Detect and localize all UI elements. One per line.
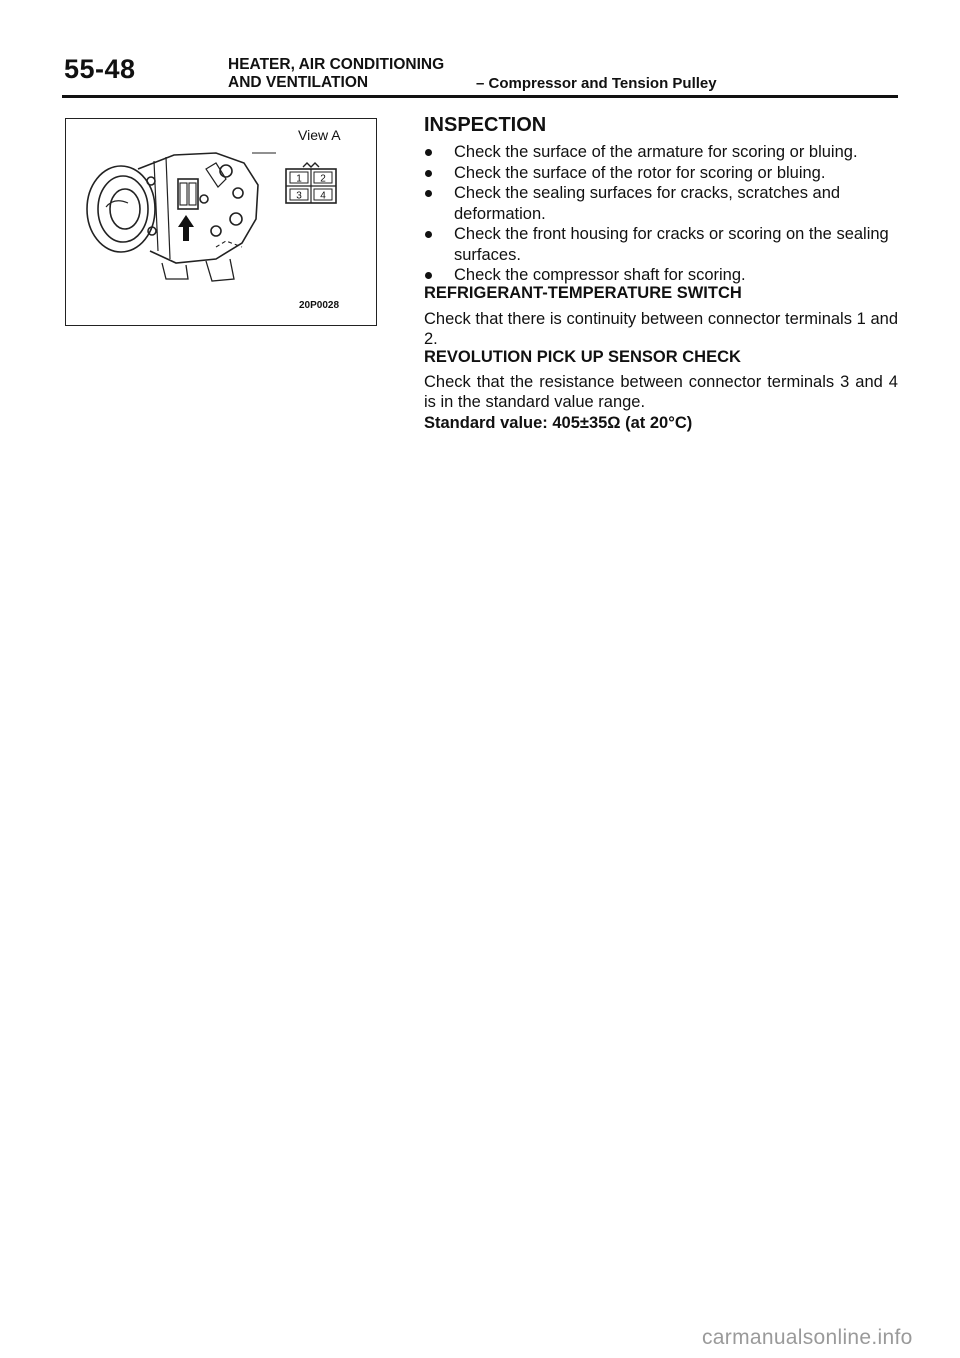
terminal-4-label: 4 bbox=[320, 190, 326, 202]
terminal-2-label: 2 bbox=[320, 173, 326, 185]
standard-value: Standard value: 405±35Ω (at 20°C) bbox=[424, 414, 693, 432]
inspection-item-armature: Check the surface of the armature for scoring or bluing. bbox=[424, 142, 898, 163]
page-number: 55-48 bbox=[64, 54, 136, 84]
figure-code: 20P0028 bbox=[299, 300, 340, 311]
pulley-outer bbox=[87, 166, 155, 252]
terminal-3-label: 3 bbox=[296, 190, 302, 202]
revolution-sensor-heading: REVOLUTION PICK UP SENSOR CHECK bbox=[424, 348, 741, 366]
connector-view-a bbox=[286, 163, 336, 203]
terminal-1-label: 1 bbox=[296, 173, 302, 185]
subsection-title: – Compressor and Tension Pulley bbox=[476, 75, 717, 92]
revolution-sensor-text: Check that the resistance between connector terminals 3 and 4 is in the standard value range. bbox=[424, 373, 898, 411]
section-title bbox=[228, 56, 444, 92]
refrigerant-switch-text: Check that there is continuity between connector terminals 1 and 2. bbox=[424, 310, 898, 348]
section-title-line2: AND VENTILATION bbox=[228, 74, 369, 91]
refrigerant-switch-heading: REFRIGERANT-TEMPERATURE SWITCH bbox=[424, 284, 742, 302]
figure-view-label: View A bbox=[298, 127, 341, 143]
pulley-inner bbox=[110, 189, 140, 229]
compressor-illustration bbox=[66, 119, 378, 327]
watermark: carmanualsonline.info bbox=[702, 1326, 913, 1349]
inspection-item-sealing-surfaces: Check the sealing surfaces for cracks, scratches and deformation. bbox=[424, 183, 898, 224]
inspection-item-front-housing: Check the front housing for cracks or scoring on the sealing surfaces. bbox=[424, 224, 898, 265]
inspection-list bbox=[424, 142, 898, 286]
inspection-item-rotor: Check the surface of the rotor for scoring or bluing. bbox=[424, 163, 898, 184]
figure-box bbox=[65, 118, 377, 326]
header-rule bbox=[62, 95, 898, 98]
view-direction-arrow bbox=[178, 215, 194, 241]
section-title-line1: HEATER, AIR CONDITIONING bbox=[228, 56, 445, 73]
inspection-item-shaft: Check the compressor shaft for scoring. bbox=[424, 265, 898, 286]
inspection-heading: INSPECTION bbox=[424, 114, 547, 136]
